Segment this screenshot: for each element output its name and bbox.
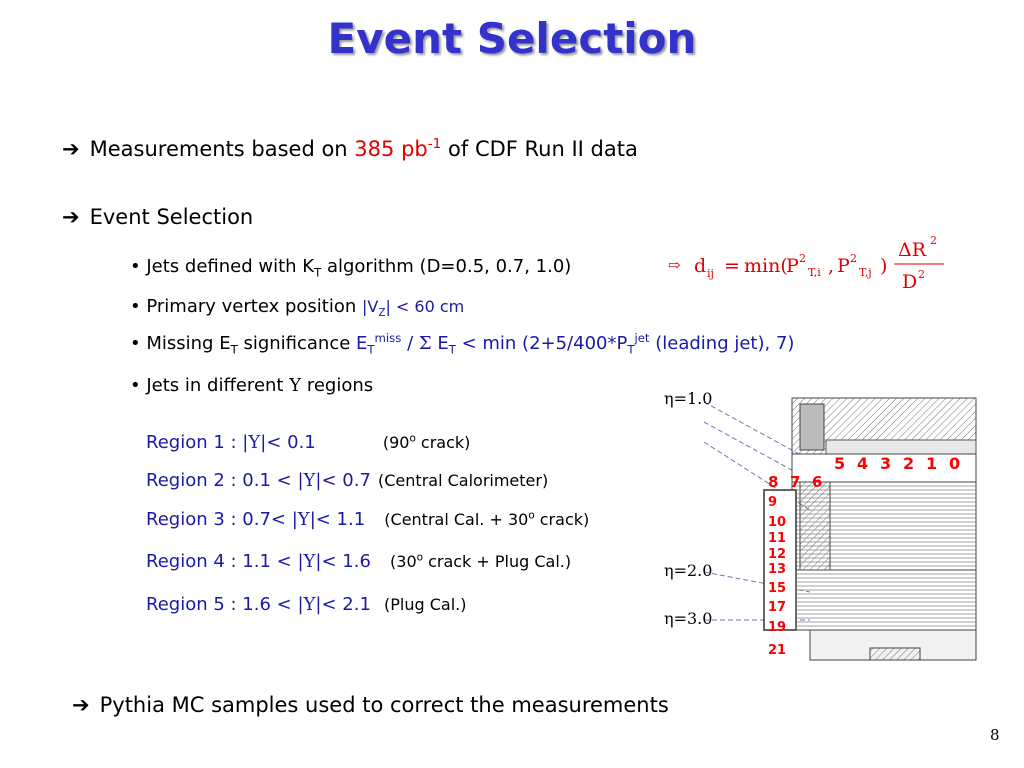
event-selection-heading bbox=[62, 205, 253, 229]
page-number: 8 bbox=[990, 726, 1000, 744]
bullet-icon: • bbox=[130, 375, 141, 396]
bullet-primary-vertex: • Primary vertex position $|V_Z| < 60$ cm bbox=[130, 296, 465, 320]
svg-text:T,i: T,i bbox=[808, 266, 821, 279]
calorimeter-body bbox=[764, 398, 976, 660]
svg-text:min(: min( bbox=[744, 255, 788, 277]
bullet-missing-et: • Missing $E_T$ significance $E_T^{miss}$ / Σ $E_T < \min (2+5/400*P_T^{jet}$ (leading jet), 7) bbox=[130, 331, 795, 357]
region-note: (30$^o$ crack + Plug Cal.) bbox=[390, 551, 572, 571]
region-note: (90$^o$ crack) bbox=[382, 432, 471, 452]
tower-label: 2 bbox=[903, 454, 915, 473]
tower-label: 4 bbox=[857, 454, 869, 473]
region-note: (Plug Cal.) bbox=[384, 595, 467, 614]
svg-text:T,j: T,j bbox=[859, 266, 872, 279]
arrow-icon: ➔ bbox=[72, 693, 90, 717]
region-label: Region 2 : 0.1 < |Y|< 0.7 bbox=[146, 470, 371, 491]
tower-label: 7 bbox=[790, 473, 801, 491]
region-label: Region 5 : 1.6 < |Y|< 2.1 bbox=[146, 594, 371, 615]
region-row bbox=[146, 594, 466, 615]
svg-text:P: P bbox=[786, 255, 799, 277]
tower-label: 1 bbox=[926, 454, 938, 473]
tower-label: 9 bbox=[768, 495, 778, 510]
region-label: Region 1 : |Y|< 0.1 bbox=[146, 432, 316, 453]
vertex-cut: $|V_Z| < 60$ cm bbox=[361, 297, 465, 320]
tower-label: 21 bbox=[768, 643, 787, 658]
pythia-text: Pythia MC samples used to correct the measurements bbox=[99, 693, 669, 717]
tower-label: 19 bbox=[768, 620, 787, 635]
luminosity-unit: $pb^{-1}$ bbox=[401, 136, 442, 161]
luminosity-line bbox=[62, 137, 638, 161]
region-row bbox=[146, 432, 470, 453]
detector-diagram bbox=[660, 380, 980, 670]
tower-label: 8 bbox=[768, 473, 779, 491]
svg-text:=: = bbox=[724, 255, 740, 277]
region-row bbox=[146, 551, 571, 572]
pythia-line bbox=[72, 693, 669, 717]
svg-text:d: d bbox=[694, 255, 707, 277]
eta-label: η=1.0 bbox=[664, 389, 713, 408]
region-note: (Central Calorimeter) bbox=[378, 471, 549, 490]
svg-text:,: , bbox=[828, 255, 835, 277]
svg-text:⇨: ⇨ bbox=[668, 256, 681, 274]
tower-label: 15 bbox=[768, 581, 787, 596]
eta-label: η=3.0 bbox=[664, 609, 713, 628]
tower-label: 6 bbox=[812, 473, 823, 491]
bullet-icon: • bbox=[130, 333, 141, 354]
svg-text:2: 2 bbox=[799, 252, 806, 265]
luminosity-value: 385 bbox=[354, 137, 395, 161]
bullet-icon: • bbox=[130, 296, 141, 317]
svg-text:2: 2 bbox=[850, 252, 857, 265]
tower-label: 12 bbox=[768, 547, 787, 562]
svg-text:P: P bbox=[837, 255, 850, 277]
event-selection-label: Event Selection bbox=[89, 205, 254, 229]
arrow-icon: ➔ bbox=[62, 137, 80, 161]
region-row bbox=[146, 470, 548, 491]
region-label: Region 4 : 1.1 < |Y|< 1.6 bbox=[146, 551, 371, 572]
bullet-jet-algorithm: • Jets defined with $K_T$ algorithm (D=0.5, 0.7, 1.0) bbox=[130, 256, 572, 280]
luminosity-suffix: of CDF Run II data bbox=[441, 137, 638, 161]
tower-label: 3 bbox=[880, 454, 892, 473]
met-cut: $E_T^{miss}$ / Σ $E_T < \min (2+5/400*P_T^{jet}$ (leading jet), 7) bbox=[356, 331, 795, 357]
region-row bbox=[146, 509, 589, 530]
svg-text:ΔR: ΔR bbox=[898, 239, 927, 261]
tower-label: 11 bbox=[768, 531, 787, 546]
arrow-icon: ➔ bbox=[62, 205, 80, 229]
svg-text:): ) bbox=[880, 255, 888, 277]
eta-label: η=2.0 bbox=[664, 561, 713, 580]
tower-label: 0 bbox=[949, 454, 961, 473]
svg-text:2: 2 bbox=[918, 268, 925, 281]
bullet-icon: • bbox=[130, 256, 141, 277]
luminosity-prefix: Measurements based on bbox=[89, 137, 355, 161]
tower-label: 10 bbox=[768, 515, 787, 530]
svg-text:2: 2 bbox=[930, 234, 937, 247]
region-note: (Central Cal. + $30^o$ crack) bbox=[384, 509, 590, 529]
svg-text:ij: ij bbox=[707, 267, 714, 280]
bullet-rapidity-regions: • Jets in different Y regions bbox=[130, 375, 374, 396]
region-label: Region 3 : 0.7< |Y|< 1.1 bbox=[146, 509, 366, 530]
tower-label: 13 bbox=[768, 562, 787, 577]
tower-label: 5 bbox=[834, 454, 846, 473]
svg-text:D: D bbox=[902, 271, 918, 293]
tower-label: 17 bbox=[768, 600, 787, 615]
slide-title: Event Selection bbox=[327, 14, 697, 63]
kt-distance-formula bbox=[666, 232, 948, 298]
eta-labels bbox=[664, 389, 712, 628]
